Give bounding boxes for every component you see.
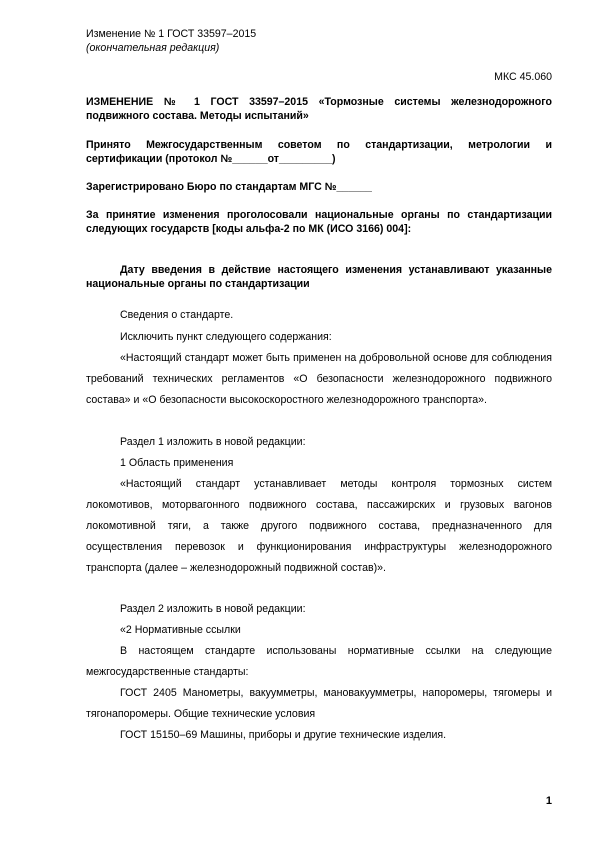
paragraph-exclude: Исключить пункт следующего содержания: xyxy=(120,331,332,343)
header-edition-note: (окончательная редакция) xyxy=(86,42,220,54)
page-number: 1 xyxy=(545,795,552,807)
amendment-title: ИЗМЕНЕНИЕ № 1 ГОСТ 33597–2015 «Тормозные системы железнодорожного подвижного состава. Методы испытаний» xyxy=(86,96,552,122)
paragraph-section1-title: 1 Область применения xyxy=(120,457,234,469)
paragraph-standard-info: Сведения о стандарте. xyxy=(120,309,234,321)
header-amendment: Изменение № 1 ГОСТ 33597–2015 xyxy=(86,28,257,40)
effective-date-statement: Дату введения в действие настоящего изменения устанавливают указанные национальные органы по стандартизации xyxy=(86,264,552,290)
registered-statement: Зарегистрировано Бюро по стандартам МГС №______ xyxy=(86,181,372,193)
paragraph-normative-refs: В настоящем стандарте использованы нормативные ссылки на следующие межгосударственные стандарты: xyxy=(86,645,552,678)
mks-code: МКС 45.060 xyxy=(494,71,552,83)
running-header xyxy=(86,27,256,55)
paragraph-section2-title: «2 Нормативные ссылки xyxy=(120,624,241,636)
paragraph-section1-new: Раздел 1 изложить в новой редакции: xyxy=(120,436,306,448)
adopted-statement: Принято Межгосударственным советом по стандартизации, метрологии и сертификации (протокол №______от_________) xyxy=(86,139,552,165)
voting-statement: За принятие изменения проголосовали национальные органы по стандартизации следующих государств [коды альфа-2 по МК (ИСО 3166) 004]: xyxy=(86,209,552,235)
paragraph-gost-15150: ГОСТ 15150–69 Машины, приборы и другие технические изделия. xyxy=(120,729,447,741)
paragraph-scope: «Настоящий стандарт устанавливает методы контроля тормозных систем локомотивов, моторвагонного подвижного состава, пассажирских и грузовых вагонов локомотивной тяги, а также другого подвижного состава, предназначенного для осуществления перевозок и функционирования инфраструктуры железнодорожного транспорта (далее – железнодорожный подвижной состав)». xyxy=(86,478,552,574)
paragraph-section2-new: Раздел 2 изложить в новой редакции: xyxy=(120,603,306,615)
paragraph-quote-voluntary: «Настоящий стандарт может быть применен на добровольной основе для соблюдения требований технических регламентов «О безопасности железнодорожного подвижного состава» и «О безопасности высокоскоростного железнодорожного транспорта». xyxy=(86,352,552,406)
paragraph-gost-2405: ГОСТ 2405 Манометры, вакуумметры, мановакуумметры, напоромеры, тягомеры и тягонапоромеры. Общие технические условия xyxy=(86,687,552,720)
